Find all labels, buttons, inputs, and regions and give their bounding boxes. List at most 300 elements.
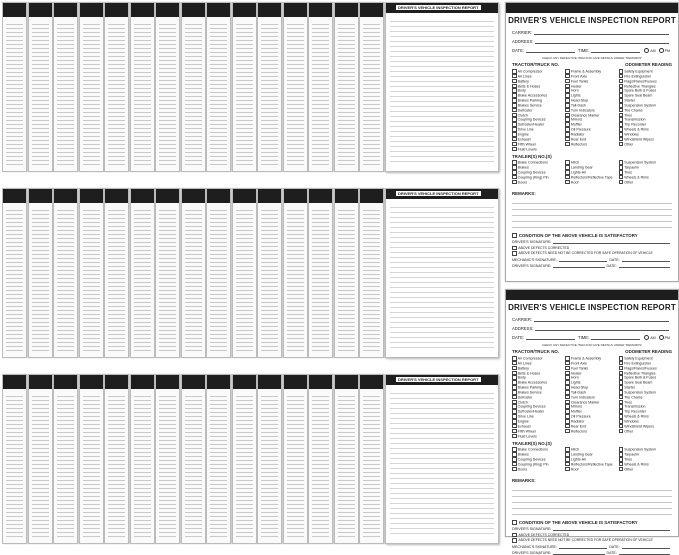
front-form-sheet bbox=[385, 2, 499, 172]
checklist-item-label: Belts & Hoses bbox=[517, 370, 541, 375]
date-field[interactable] bbox=[526, 335, 575, 340]
checklist-item-label: Rear End bbox=[570, 137, 587, 142]
stacked-form-sheet bbox=[181, 2, 206, 172]
checklist-item-label: Brake Accessories bbox=[517, 380, 548, 385]
checklist-checkbox[interactable] bbox=[512, 467, 517, 472]
checklist-item-label: Brake Connections bbox=[517, 447, 548, 452]
checklist-item-label: Tires bbox=[624, 170, 633, 175]
stacked-form-sheet bbox=[308, 188, 333, 358]
checklist-item[interactable] bbox=[565, 467, 618, 472]
checklist-col-3 bbox=[619, 69, 672, 151]
stacked-form-sheet bbox=[155, 188, 180, 358]
trailer-checklist bbox=[512, 160, 672, 184]
stacked-form-sheet bbox=[104, 2, 129, 172]
stacked-form-sheet bbox=[206, 188, 231, 358]
tractor-header bbox=[512, 349, 672, 354]
checklist-item-label: Suspension System bbox=[624, 390, 657, 395]
tractor-label: TRACTOR/TRUCK NO. bbox=[512, 62, 559, 67]
form-header-band bbox=[506, 290, 678, 300]
checklist-item[interactable] bbox=[619, 467, 672, 472]
tractor-header bbox=[512, 62, 672, 67]
checklist-checkbox[interactable] bbox=[619, 429, 624, 434]
stacked-form-sheet bbox=[334, 188, 359, 358]
date2-label: DATE: bbox=[609, 544, 620, 549]
checklist-item-label: Drive Line bbox=[517, 127, 534, 132]
checklist-item-label: Reflective Triangles bbox=[624, 83, 656, 88]
checklist-item-label: Clutch bbox=[517, 399, 528, 404]
inspection-form-top bbox=[505, 2, 679, 282]
driver-signature-label: DRIVER'S SIGNATURE: bbox=[512, 526, 552, 531]
checklist-item-label: Fire Extinguisher bbox=[624, 361, 652, 366]
checklist-checkbox[interactable] bbox=[565, 142, 570, 147]
checklist-item-label: Heater bbox=[570, 83, 582, 88]
checklist-item-label: Spare Bulb & Fuses bbox=[624, 375, 657, 380]
checklist-item-label: Clearance Marker bbox=[570, 112, 600, 117]
checklist-item-label: Clutch bbox=[517, 112, 528, 117]
stacked-form-sheet bbox=[2, 2, 27, 172]
driver-signature-field[interactable] bbox=[553, 527, 670, 531]
checklist-item-label: Radiator bbox=[570, 132, 585, 137]
stacked-form-sheet bbox=[28, 2, 53, 172]
pm-label: PM bbox=[664, 49, 671, 53]
remarks-label: REMARKS: bbox=[512, 190, 536, 196]
checklist-item-label: Lights bbox=[570, 380, 581, 385]
checklist-item-label: Engine bbox=[517, 132, 529, 137]
checklist-item-label: Safety Equipment bbox=[624, 69, 653, 74]
mechanic-signature-label: MECHANIC'S SIGNATURE: bbox=[512, 544, 557, 549]
checklist-item-label: Windshield Wipers bbox=[624, 424, 655, 429]
odometer-label: ODOMETER READING bbox=[625, 62, 672, 67]
checklist-item-label: Exhaust bbox=[517, 424, 531, 429]
checklist-item-label: Fuel Tanks bbox=[570, 365, 589, 370]
front-sheet-title: DRIVER'S VEHICLE INSPECTION REPORT bbox=[398, 377, 479, 382]
checklist-item-label: Starter bbox=[624, 385, 636, 390]
defects-not-corrected-checkbox[interactable] bbox=[512, 251, 517, 256]
defects-corrected-label: ABOVE DEFECTS CORRECTED bbox=[518, 245, 570, 250]
carrier-field[interactable] bbox=[534, 30, 669, 35]
trailer-col-1 bbox=[512, 160, 565, 184]
checklist-item-label: Turn Indicators bbox=[570, 395, 595, 399]
checklist-item-label: Fluid Levels bbox=[517, 433, 537, 438]
checklist-item-label: Air Lines bbox=[517, 74, 532, 79]
checklist-item-label: Body bbox=[517, 375, 526, 380]
mechanic-signature-field[interactable] bbox=[559, 545, 607, 549]
checklist-item-label: Brakes bbox=[517, 452, 529, 457]
tractor-checklist bbox=[512, 69, 672, 151]
checklist-item-label: Air Lines bbox=[517, 361, 532, 366]
condition-row bbox=[512, 233, 672, 238]
checklist-item-label: Fuel Tanks bbox=[570, 78, 589, 83]
date2-label: DATE: bbox=[609, 257, 620, 262]
checklist-item-label: Wheels & Rims bbox=[624, 414, 649, 419]
carrier-row bbox=[512, 316, 672, 322]
stacked-form-sheet bbox=[232, 374, 257, 544]
checklist-checkbox[interactable] bbox=[619, 467, 624, 472]
checklist-item-label: Battery bbox=[517, 78, 529, 83]
checklist-item-label: Reflective Triangles bbox=[624, 370, 656, 375]
checklist-item-label: Brake Connections bbox=[517, 160, 548, 165]
checklist-checkbox[interactable] bbox=[512, 180, 517, 185]
stacked-form-sheet bbox=[2, 188, 27, 358]
checklist-item[interactable] bbox=[565, 180, 618, 185]
address-row bbox=[512, 38, 672, 44]
checklist-checkbox[interactable] bbox=[619, 142, 624, 147]
trailer-col-2 bbox=[565, 447, 618, 471]
defects-corrected-label: ABOVE DEFECTS CORRECTED bbox=[518, 532, 570, 537]
checklist-item-label: Doors bbox=[517, 466, 528, 471]
checklist-item-label: Roof bbox=[570, 466, 579, 471]
checklist-item-label: Exhaust bbox=[517, 137, 531, 142]
check-note: CHECK ANY DEFECTIVE ITEM AND GIVE DETAILS UNDER "REMARKS" bbox=[541, 56, 643, 60]
checklist-item-label: Air Compressor bbox=[517, 356, 543, 361]
checklist-item-label: Defroster/Heater bbox=[517, 122, 545, 127]
stacked-form-sheet bbox=[2, 374, 27, 544]
stacked-form-sheet bbox=[232, 2, 257, 172]
checklist-item-label: Trip Recorder bbox=[624, 409, 647, 414]
checklist-item-label: Tires bbox=[624, 112, 633, 117]
checklist-item-label: Other bbox=[624, 179, 634, 184]
address-field[interactable] bbox=[535, 39, 669, 44]
trailer-col-3 bbox=[619, 447, 672, 471]
checklist-item[interactable] bbox=[565, 142, 618, 147]
checklist-item-label: Tail-Dash bbox=[570, 390, 586, 395]
defects-not-corrected-row bbox=[512, 538, 672, 543]
pm-label: PM bbox=[664, 336, 671, 340]
checklist-item-label: Defroster bbox=[517, 108, 533, 112]
checklist-item[interactable] bbox=[512, 467, 565, 472]
checklist-item-label: Engine bbox=[517, 419, 529, 424]
checklist-item[interactable] bbox=[512, 147, 565, 152]
checklist-item-label: Windshield Wipers bbox=[624, 137, 655, 142]
trailers-label: TRAILER(S) NO.(S) bbox=[512, 154, 552, 160]
checklist-item-label: Frame & Assembly bbox=[570, 69, 602, 74]
tractor-checklist bbox=[512, 356, 672, 438]
checklist-col-2 bbox=[565, 356, 618, 438]
stacked-form-sheet bbox=[181, 374, 206, 544]
checklist-item-label: Spare Seal Beam bbox=[624, 93, 653, 98]
address-row bbox=[512, 325, 672, 331]
checklist-item-label: Brakes Parking bbox=[517, 385, 542, 390]
stacked-form-sheet bbox=[257, 2, 282, 172]
date2-field[interactable] bbox=[622, 258, 670, 262]
stacked-form-sheet bbox=[53, 374, 78, 544]
stacked-form-sheet bbox=[79, 188, 104, 358]
stacked-form-sheet bbox=[79, 374, 104, 544]
date-time-row bbox=[512, 47, 672, 53]
carrier-label: CARRIER: bbox=[512, 30, 533, 35]
date-field[interactable] bbox=[526, 48, 575, 53]
remarks-lines[interactable] bbox=[512, 485, 672, 515]
checklist-item-label: Starter bbox=[624, 98, 636, 103]
driver-signature-label: DRIVER'S SIGNATURE: bbox=[512, 239, 552, 244]
checklist-item-label: Air Compressor bbox=[517, 69, 543, 74]
checklist-item-label: Frame & Assembly bbox=[570, 356, 602, 361]
driver-signature-field-2[interactable] bbox=[553, 551, 604, 555]
checklist-checkbox[interactable] bbox=[512, 147, 517, 152]
driver-signature-row-2 bbox=[512, 264, 672, 268]
stacked-form-sheet bbox=[232, 188, 257, 358]
checklist-item-label: Fifth Wheel bbox=[517, 428, 536, 433]
checklist-item[interactable] bbox=[512, 180, 565, 185]
time-label: TIME: bbox=[578, 48, 590, 53]
checklist-item-label: Lights bbox=[570, 93, 581, 98]
checklist-item-label: Hitch bbox=[570, 160, 580, 165]
checklist-item-label: Flags/Flares/Fusees bbox=[624, 365, 657, 370]
odometer-label: ODOMETER READING bbox=[625, 349, 672, 354]
driver-signature-field[interactable] bbox=[553, 240, 670, 244]
carrier-field[interactable] bbox=[534, 317, 669, 322]
checklist-item[interactable] bbox=[565, 429, 618, 434]
time-label: TIME: bbox=[578, 335, 590, 340]
checklist-item-label: Transmission bbox=[624, 117, 646, 122]
checklist-checkbox[interactable] bbox=[565, 180, 570, 185]
checklist-item-label: Lights-All bbox=[570, 170, 586, 175]
front-sheet-title: DRIVER'S VEHICLE INSPECTION REPORT bbox=[398, 191, 479, 196]
checklist-item-label: Trip Recorder bbox=[624, 122, 647, 127]
checklist-col-3 bbox=[619, 356, 672, 438]
checklist-checkbox[interactable] bbox=[512, 434, 517, 439]
trailer-col-2 bbox=[565, 160, 618, 184]
checklist-item-label: Front Axle bbox=[570, 74, 588, 79]
checklist-item-label: Brakes Parking bbox=[517, 98, 542, 103]
stacked-form-sheet bbox=[79, 2, 104, 172]
stacked-form-sheet bbox=[155, 2, 180, 172]
stacked-form-sheet bbox=[181, 188, 206, 358]
time-field[interactable] bbox=[591, 48, 640, 53]
checklist-item-label: Coupling (King) Pin bbox=[517, 175, 549, 180]
trailer-col-3 bbox=[619, 160, 672, 184]
date3-field[interactable] bbox=[619, 551, 670, 555]
defects-corrected-row bbox=[512, 246, 672, 251]
defects-corrected-row bbox=[512, 533, 672, 538]
checklist-item-label: Doors bbox=[517, 179, 528, 184]
mechanic-signature-field[interactable] bbox=[559, 258, 607, 262]
checklist-item-label: Brakes Service bbox=[517, 103, 542, 108]
checklist-item-label: Tarpaulin bbox=[624, 165, 639, 170]
remarks-label: REMARKS: bbox=[512, 477, 536, 483]
checklist-item-label: Spare Seal Beam bbox=[624, 380, 653, 385]
mechanic-signature-label: MECHANIC'S SIGNATURE: bbox=[512, 257, 557, 262]
stacked-form-sheet bbox=[283, 2, 308, 172]
stacked-form-sheet bbox=[283, 188, 308, 358]
checklist-col-2 bbox=[565, 69, 618, 151]
checklist-item-label: Suspension System bbox=[624, 447, 657, 452]
checklist-item-label: Brakes bbox=[517, 165, 529, 170]
checklist-checkbox[interactable] bbox=[565, 467, 570, 472]
checklist-item-label: Fifth Wheel bbox=[517, 141, 536, 146]
checklist-item[interactable] bbox=[619, 142, 672, 147]
driver-signature-row-2 bbox=[512, 551, 672, 555]
checklist-item-label: Reflectors bbox=[570, 141, 588, 146]
time-field[interactable] bbox=[591, 335, 640, 340]
date2-field[interactable] bbox=[622, 545, 670, 549]
am-radio[interactable] bbox=[644, 335, 649, 340]
checklist-item-label: Other bbox=[624, 141, 634, 146]
driver-signature-row bbox=[512, 240, 672, 244]
checklist-item-label: Hitch bbox=[570, 447, 580, 452]
stacked-form-sheet bbox=[104, 188, 129, 358]
checklist-item-label: Other bbox=[624, 428, 634, 433]
checklist-item-label: Spare Bulb & Fuses bbox=[624, 88, 657, 93]
am-label: AM bbox=[650, 49, 656, 53]
form-pad-row bbox=[0, 188, 500, 358]
checklist-item-label: Coupling (King) Pin bbox=[517, 462, 549, 467]
checklist-item-label: Tires bbox=[624, 399, 633, 404]
date-label: DATE: bbox=[512, 335, 525, 340]
stacked-form-sheet bbox=[334, 374, 359, 544]
checklist-item-label: Wheels & Rims bbox=[624, 462, 649, 467]
checklist-item-label: Horn bbox=[570, 375, 579, 380]
form-pad-row bbox=[0, 2, 500, 172]
pm-radio[interactable] bbox=[659, 48, 664, 53]
checklist-item-label: Coupling Devices bbox=[517, 117, 546, 122]
driver-signature-field-2[interactable] bbox=[553, 264, 604, 268]
date-time-row bbox=[512, 334, 672, 340]
defects-not-corrected-label: ABOVE DEFECTS NEED NOT BE CORRECTED FOR SAFE OPERATION OF VEHICLE bbox=[518, 538, 653, 543]
check-note: CHECK ANY DEFECTIVE ITEM AND GIVE DETAILS UNDER "REMARKS" bbox=[541, 343, 643, 347]
stacked-form-sheet bbox=[53, 2, 78, 172]
inspection-form-bottom bbox=[505, 289, 679, 555]
checklist-item-label: Wheels & Rims bbox=[624, 175, 649, 180]
stacked-form-sheet bbox=[283, 374, 308, 544]
checklist-item-label: Reflectors/Reflective Tape bbox=[570, 462, 613, 467]
condition-label: CONDITION OF THE ABOVE VEHICLE IS SATISFACTORY bbox=[518, 232, 638, 238]
stacked-form-sheet bbox=[130, 374, 155, 544]
carrier-label: CARRIER: bbox=[512, 317, 533, 322]
checklist-item-label: Tire Chains bbox=[624, 395, 643, 399]
checklist-item-label: Fluid Levels bbox=[517, 146, 537, 151]
checklist-item[interactable] bbox=[512, 434, 565, 439]
checklist-item-label: Safety Equipment bbox=[624, 356, 653, 361]
condition-checkbox[interactable] bbox=[512, 520, 517, 525]
checklist-item-label: Front Axle bbox=[570, 361, 588, 366]
condition-checkbox[interactable] bbox=[512, 233, 517, 238]
tractor-label: TRACTOR/TRUCK NO. bbox=[512, 349, 559, 354]
checklist-item-label: Clearance Marker bbox=[570, 399, 600, 404]
stacked-form-sheet bbox=[206, 2, 231, 172]
checklist-item-label: Battery bbox=[517, 365, 529, 370]
checklist-col-1 bbox=[512, 356, 565, 438]
checklist-item-label: Oil Pressure bbox=[570, 127, 591, 132]
front-form-sheet bbox=[385, 374, 499, 544]
stacked-form-sheet bbox=[359, 188, 384, 358]
condition-row bbox=[512, 520, 672, 525]
trailer-col-1 bbox=[512, 447, 565, 471]
checklist-item-label: Radiator bbox=[570, 419, 585, 424]
stacked-form-sheet bbox=[359, 374, 384, 544]
checklist-item-label: Lights-All bbox=[570, 457, 586, 462]
trailers-label: TRAILER(S) NO.(S) bbox=[512, 441, 552, 447]
checklist-item-label: Horn bbox=[570, 88, 579, 93]
stacked-form-sheet bbox=[206, 374, 231, 544]
form-title: DRIVER'S VEHICLE INSPECTION REPORT bbox=[508, 303, 676, 312]
defects-not-corrected-row bbox=[512, 251, 672, 256]
checklist-item-label: Roof bbox=[570, 179, 579, 184]
checklist-item-label: Landing Gear bbox=[570, 452, 593, 457]
stacked-form-sheet bbox=[308, 374, 333, 544]
checklist-item-label: Heater bbox=[570, 370, 582, 375]
checklist-item-label: Rear End bbox=[570, 424, 587, 429]
driver-signature-label-2: DRIVER'S SIGNATURE: bbox=[512, 263, 552, 268]
carrier-row bbox=[512, 29, 672, 35]
defects-not-corrected-checkbox[interactable] bbox=[512, 538, 517, 543]
mechanic-signature-row bbox=[512, 545, 672, 549]
stacked-form-sheet bbox=[308, 2, 333, 172]
address-field[interactable] bbox=[535, 326, 669, 331]
stacked-form-sheet bbox=[104, 374, 129, 544]
checklist-item-label: Tire Chains bbox=[624, 108, 643, 112]
driver-signature-label-2: DRIVER'S SIGNATURE: bbox=[512, 550, 552, 555]
checklist-item-label: Brake Accessories bbox=[517, 93, 548, 98]
date3-field[interactable] bbox=[619, 264, 670, 268]
checklist-item-label: Body bbox=[517, 88, 526, 93]
checklist-item-label: Belts & Hoses bbox=[517, 83, 541, 88]
checklist-item-label: Fire Extinguisher bbox=[624, 74, 652, 79]
checklist-item-label: Suspension System bbox=[624, 160, 657, 165]
remarks-lines[interactable] bbox=[512, 198, 672, 228]
checklist-item-label: Other bbox=[624, 466, 634, 471]
stacked-form-sheet bbox=[257, 188, 282, 358]
checklist-item-label: Coupling Devices bbox=[517, 404, 546, 409]
checklist-item-label: Oil Pressure bbox=[570, 414, 591, 419]
checklist-item-label: Tires bbox=[624, 457, 633, 462]
checklist-item-label: Defroster/Heater bbox=[517, 409, 545, 414]
checklist-item-label: Mirrors bbox=[570, 404, 583, 409]
checklist-item-label: Transmission bbox=[624, 404, 646, 409]
checklist-item-label: Head-Stop bbox=[570, 98, 589, 103]
driver-signature-row bbox=[512, 527, 672, 531]
defects-not-corrected-label: ABOVE DEFECTS NEED NOT BE CORRECTED FOR SAFE OPERATION OF VEHICLE bbox=[518, 251, 653, 256]
defects-corrected-checkbox[interactable] bbox=[512, 246, 517, 251]
checklist-item-label: Muffler bbox=[570, 409, 582, 414]
pm-radio[interactable] bbox=[659, 335, 664, 340]
am-radio[interactable] bbox=[644, 48, 649, 53]
stacked-form-sheet bbox=[359, 2, 384, 172]
defects-corrected-checkbox[interactable] bbox=[512, 533, 517, 538]
checklist-checkbox[interactable] bbox=[619, 180, 624, 185]
checklist-item-label: Flags/Flares/Fusees bbox=[624, 78, 657, 83]
checklist-item-label: Drive Line bbox=[517, 414, 534, 419]
condition-label: CONDITION OF THE ABOVE VEHICLE IS SATISFACTORY bbox=[518, 519, 638, 525]
stacked-form-sheet bbox=[28, 188, 53, 358]
date3-label: DATE: bbox=[606, 263, 617, 268]
checklist-item-label: Coupling Devices bbox=[517, 457, 546, 462]
checklist-checkbox[interactable] bbox=[565, 429, 570, 434]
checklist-item-label: Reflectors/Reflective Tape bbox=[570, 175, 613, 180]
stacked-form-sheet bbox=[334, 2, 359, 172]
stacked-form-sheet bbox=[155, 374, 180, 544]
checklist-col-1 bbox=[512, 69, 565, 151]
checklist-item-label: Tail-Dash bbox=[570, 103, 586, 108]
stacked-form-sheet bbox=[257, 374, 282, 544]
checklist-item[interactable] bbox=[619, 180, 672, 185]
checklist-item-label: Suspension System bbox=[624, 103, 657, 108]
checklist-item-label: Coupling Devices bbox=[517, 170, 546, 175]
form-header-band bbox=[506, 3, 678, 13]
checklist-item-label: Defroster bbox=[517, 395, 533, 399]
stacked-form-sheet bbox=[130, 188, 155, 358]
checklist-item[interactable] bbox=[619, 429, 672, 434]
address-label: ADDRESS: bbox=[512, 39, 534, 44]
stacked-form-sheet bbox=[130, 2, 155, 172]
checklist-item-label: Tarpaulin bbox=[624, 452, 639, 457]
address-label: ADDRESS: bbox=[512, 326, 534, 331]
stacked-form-sheet bbox=[28, 374, 53, 544]
front-sheet-title: DRIVER'S VEHICLE INSPECTION REPORT bbox=[398, 5, 479, 10]
form-title: DRIVER'S VEHICLE INSPECTION REPORT bbox=[508, 16, 676, 25]
date3-label: DATE: bbox=[606, 550, 617, 555]
trailer-checklist bbox=[512, 447, 672, 471]
